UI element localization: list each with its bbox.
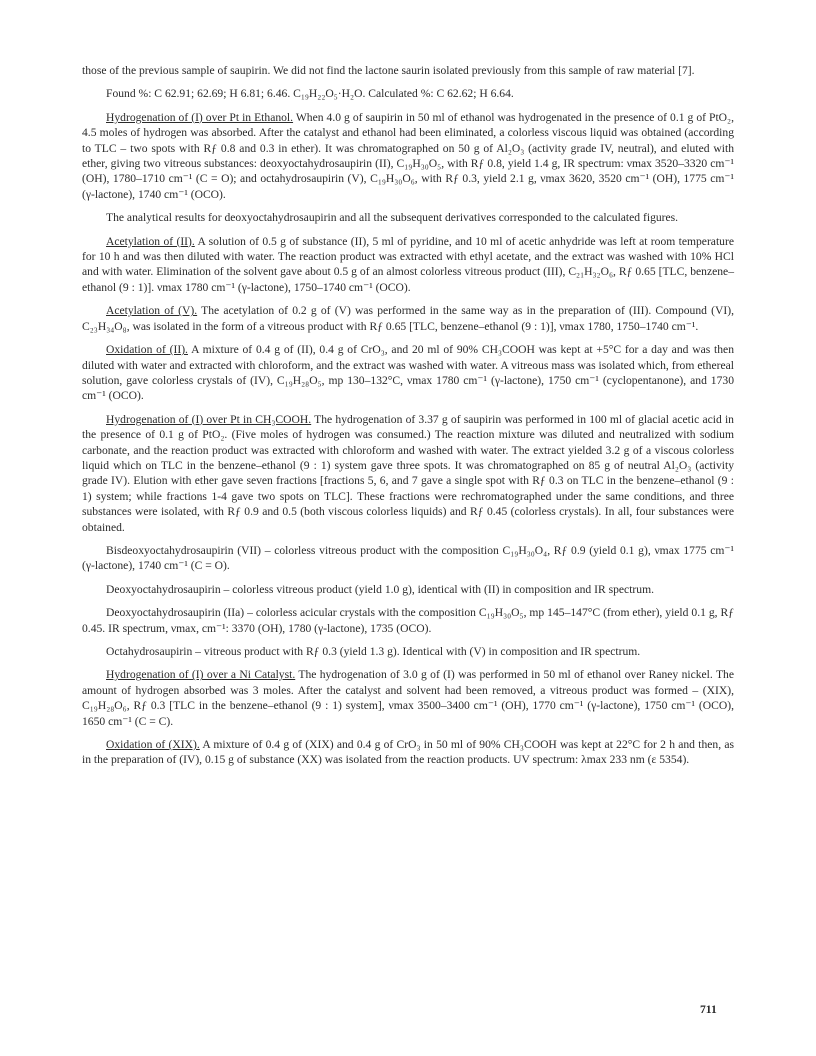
paragraph bbox=[82, 86, 734, 101]
paragraph-text: When 4.0 g of saupirin in 50 ml of ethanol was hydrogenated in the presence of 0.1 g of PtO₂, 4.5 moles of hydrogen was absorbed. After the catalyst and ethanol had been eliminated, a colorless viscous liquid was obtained (according to TLC – two spots with Rƒ 0.8 and 0.3 in ether). It was chromatographed on 50 g of Al₂O₃ (activity grade IV, neutral), and eluted with ether, giving two vitreous substances: deoxyoctahydrosaupirin (II), C₁₉H₃₀O₅, with Rƒ 0.8, yield 1.4 g, IR spectrum: νmax 3520–3320 cm⁻¹ (OH), 1780–1710 cm⁻¹ (C = O); and octahydrosaupirin (V), C₁₉H₃₀O₆, with Rƒ 0.3, yield 2.1 g, νmax 3620, 3520 cm⁻¹ (OH), 1775 cm⁻¹ (γ-lactone), 1740 cm⁻¹ (OCO). bbox=[82, 110, 734, 201]
paragraph-text: Deoxyoctahydrosaupirin – colorless vitreous product (yield 1.0 g), identical with (II) in composition and IR spectrum. bbox=[106, 582, 655, 596]
paragraph bbox=[82, 303, 734, 334]
paragraph-text: The analytical results for deoxyoctahydrosaupirin and all the subsequent derivatives corresponded to the calculated figures. bbox=[106, 211, 679, 225]
section-heading: Hydrogenation of (I) over Pt in Ethanol. bbox=[106, 110, 294, 124]
paragraph bbox=[82, 210, 734, 225]
section-heading: Acetylation of (II). bbox=[106, 234, 195, 248]
paragraph-text: Octahydrosaupirin – vitreous product with Rƒ 0.3 (yield 1.3 g). Identical with (V) in composition and IR spectrum. bbox=[106, 645, 641, 658]
paragraph bbox=[82, 63, 734, 78]
paragraph-text: Bisdeoxyoctahydrosaupirin (VII) – colorless vitreous product with the composition C₁₉H₃₀O₄, Rƒ 0.9 (yield 0.1 g), νmax 1775 cm⁻¹ (γ-lactone), 1740 cm⁻¹ (C = O). bbox=[82, 543, 734, 573]
section-heading: Oxidation of (XIX). bbox=[106, 738, 200, 752]
paragraph-text: A mixture of 0.4 g of (XIX) and 0.4 g of CrO₃ in 50 ml of 90% CH₃COOH was kept at 22°C for 2 h and then, as in the preparation of (IV), 0.15 g of substance (XX) was isolated from the reaction products. UV spectrum: λmax 233 nm (ε 5354). bbox=[82, 738, 734, 767]
paragraph bbox=[82, 582, 734, 597]
paragraph bbox=[82, 667, 734, 729]
paragraph-text: Deoxyoctahydrosaupirin (IIa) – colorless acicular crystals with the composition C₁₉H₃₀O₅, mp 145–147°C (from ether), yield 0.1 g, Rƒ 0.45. IR spectrum, νmax, cm⁻¹: 3370 (OH), 1780 (γ-lactone), 1735 (OCO). bbox=[82, 606, 734, 635]
paragraph-text: The acetylation of 0.2 g of (V) was performed in the same way as in the preparation of (III). Compound (VI), C₂₃H₃₄O₈, was isolated in the form of a vitreous product with Rƒ 0.65 [TLC, benzene–ethanol (9 : 1)], νmax 1780, 1750–1740 cm⁻¹. bbox=[82, 304, 734, 333]
section-heading: Acetylation of (V). bbox=[106, 304, 198, 318]
paragraph bbox=[82, 737, 734, 768]
paragraph bbox=[82, 543, 734, 574]
page-number: 711 bbox=[700, 1003, 717, 1016]
section-heading: Oxidation of (II). bbox=[106, 343, 188, 357]
paragraph bbox=[82, 342, 734, 404]
paragraph-text: The hydrogenation of 3.0 g of (I) was performed in 50 ml of ethanol over Raney nickel. The amount of hydrogen absorbed was 3 moles. After the catalyst and solvent had been removed, a vitreous product was formed – (XIX), C₁₉H₂₈O₆, Rƒ 0.3 [TLC in the benzene–ethanol (9 : 1) system], νmax 3500–3400 cm⁻¹ (OH), 1770 cm⁻¹ (γ-lactone), 1750 cm⁻¹ (OCO), 1650 cm⁻¹ (C = C). bbox=[82, 668, 734, 728]
section-heading: Hydrogenation of (I) over Pt in CH₃COOH. bbox=[106, 412, 312, 426]
paragraph bbox=[82, 110, 734, 202]
paragraph bbox=[82, 234, 734, 296]
paragraph bbox=[82, 644, 734, 659]
paragraph-text: A mixture of 0.4 g of (II), 0.4 g of CrO₃, and 20 ml of 90% CH₃COOH was kept at +5°C for a day and was then diluted with water and extracted with chloroform, and the extract was washed with water. A vitreous mass was isolated which, from ethereal solution, gave colorless crystals of (IV), C₁₉H₂₈O₅, mp 130–132°C, νmax 1780 cm⁻¹ (γ-lactone), 1750 cm⁻¹ (cyclopentanone), and 1730 cm⁻¹ (OCO). bbox=[82, 343, 734, 403]
paragraph bbox=[82, 605, 734, 636]
paragraph-text: Found %: C 62.91; 62.69; H 6.81; 6.46. C₁₉H₂₂O₅·H₂O. Calculated %: C 62.62; H 6.64. bbox=[106, 87, 514, 101]
paragraph-text: The hydrogenation of 3.37 g of saupirin was performed in 100 ml of glacial acetic acid in the presence of 0.1 g of PtO₂. (Five moles of hydrogen was consumed.) The reaction mixture was diluted and neutralized with sodium carbonate, and the reaction product was extracted with chloroform and washed with water. The extract yielded 3.2 g of a viscous colorless liquid which on TLC in the benzene–ethanol (9 : 1) system gave three spots. It was chromatographed on 85 g of neutral Al₂O₃ (activity grade IV). Elution with ether gave seven fractions [fractions 5, 6, and 7 gave a single spot with Rƒ 0.3 on TLC in the benzene–ethanol (9 : 1) system; while fractions 1-4 gave two spots on TLC]. These fractions were rechromatographed under the same conditions, and three substances were isolated, with Rƒ 0.9 and 0.5 (both viscous colorless liquids) and Rƒ 0.45 (colorless crystals). In all, four substances were obtained. bbox=[82, 412, 734, 534]
paragraph bbox=[82, 412, 734, 535]
paragraph-text: A solution of 0.5 g of substance (II), 5 ml of pyridine, and 10 ml of acetic anhydride was left at room temperature for 10 h and was then diluted with water. The reaction product was extracted with ethyl acetate, and the extract was washed with 10% HCl and with water. Elimination of the solvent gave about 0.5 g of an almost colorless vitreous product (III), C₂₁H₃₂O₆, Rƒ 0.65 [TLC, benzene–ethanol (9 : 1)]. νmax 1780 cm⁻¹ (γ-lactone), 1750–1740 cm⁻¹ (OCO). bbox=[82, 234, 734, 294]
paragraph-text: those of the previous sample of saupirin. We did not find the lactone saurin isolated previously from this sample of raw material [7]. bbox=[82, 64, 695, 77]
page-body bbox=[82, 63, 734, 776]
section-heading: Hydrogenation of (I) over a Ni Catalyst. bbox=[106, 668, 296, 682]
